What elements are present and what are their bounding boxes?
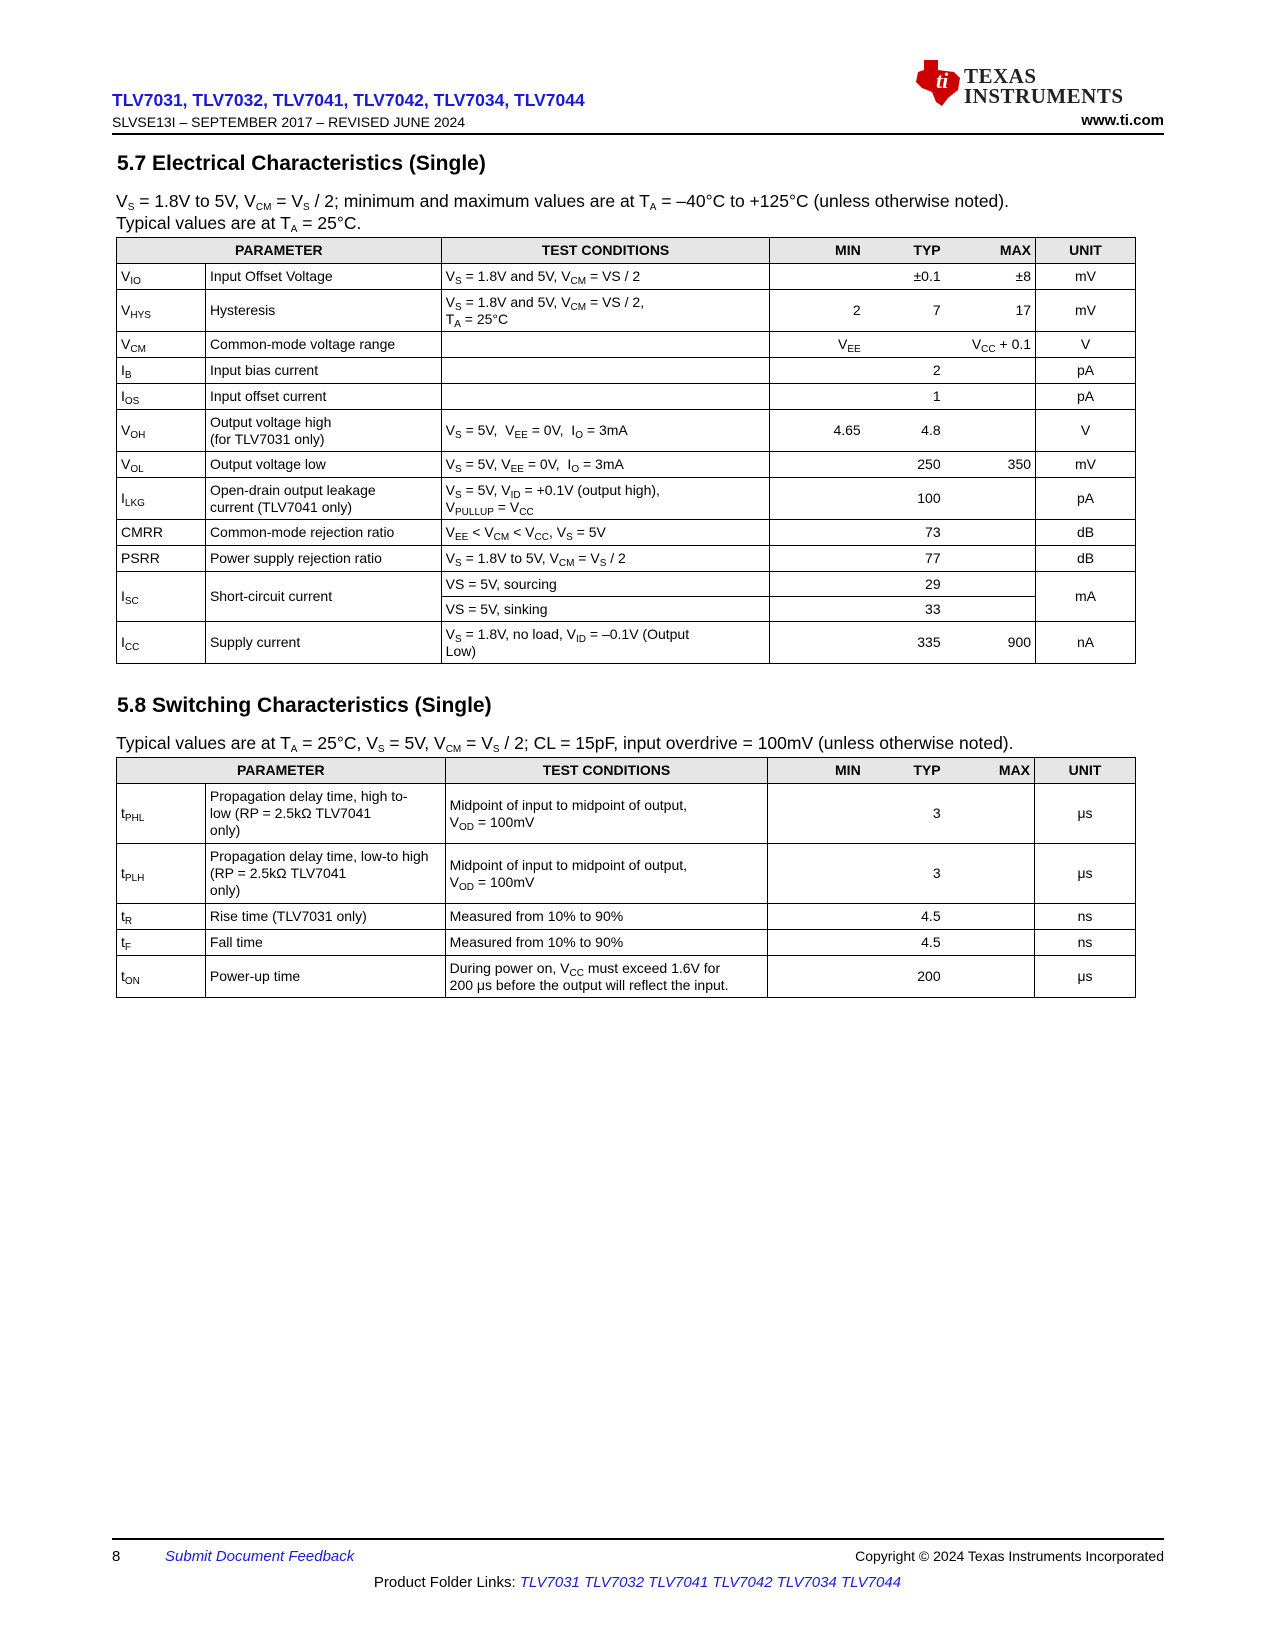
max-value — [945, 546, 1036, 572]
description — [205, 478, 441, 520]
switching-characteristics-table — [116, 757, 1136, 998]
min-value — [770, 358, 865, 384]
min-value — [770, 572, 865, 597]
symbol: $I_{CC}$ — [117, 622, 206, 664]
symbol: $V_{HYS}$ — [117, 290, 206, 332]
min-value — [770, 264, 865, 290]
document-title[interactable]: TLV7031, TLV7032, TLV7041, TLV7042, TLV7034, TLV7044 — [112, 90, 585, 110]
unit: mV — [1036, 290, 1136, 332]
symbol: $V_{OL}$ — [117, 452, 206, 478]
min-value — [770, 384, 865, 410]
col-header-test-conditions: TEST CONDITIONS — [441, 238, 770, 264]
test-condition: During power on, $V_{CC}$ must exceed 1.6V for 200 μs before the output will reflect the input. — [445, 956, 768, 998]
table-row — [117, 358, 1136, 384]
table-row — [117, 264, 1136, 290]
description-line: (for TLV7031 only) — [209, 430, 325, 447]
description: Input bias current — [205, 358, 441, 384]
max-value — [945, 784, 1035, 844]
col-header-parameter: PARAMETER — [117, 758, 446, 784]
table-row — [117, 546, 1136, 572]
product-link[interactable]: TLV7044 — [841, 1574, 902, 1591]
col-header-unit: UNIT — [1035, 758, 1136, 784]
product-link[interactable]: TLV7042 — [712, 1574, 773, 1591]
typ-value: 100 — [865, 478, 945, 520]
description-line: current (TLV7041 only) — [209, 498, 353, 515]
symbol: $I_{SC}$ — [117, 572, 206, 622]
min-value: 2 — [770, 290, 865, 332]
section-heading-electrical: 5.7 Electrical Characteristics (Single) — [117, 152, 486, 175]
max-value — [945, 930, 1035, 956]
symbol: $V_{OH}$ — [117, 410, 206, 452]
test-condition: Measured from 10% to 90% — [445, 904, 768, 930]
document-id: SLVSE13I – SEPTEMBER 2017 – REVISED JUNE 2024 — [112, 114, 466, 130]
col-header-typ: TYP — [865, 758, 945, 784]
table-row — [117, 572, 1136, 597]
section-intro-switching: Typical values are at $T_A = 25^\circ C$, $V_S = 5V$, $V_{CM} = V_S / 2$; CL = 15pF, input overdrive = 100mV (unless otherwise noted). — [116, 733, 1014, 755]
test-condition: VS = 5V, sourcing — [441, 572, 770, 597]
symbol: CMRR — [117, 520, 206, 546]
max-value — [945, 904, 1035, 930]
col-header-max: MAX — [945, 758, 1035, 784]
max-value: $V_{CC} + 0.1$ — [945, 332, 1036, 358]
ti-logo — [936, 58, 1167, 108]
symbol: $t_{ON}$ — [117, 956, 206, 998]
svg-text:ti: ti — [936, 68, 949, 93]
max-value: 900 — [945, 622, 1036, 664]
table-row — [117, 784, 1136, 844]
table-row — [117, 410, 1136, 452]
min-value — [770, 520, 865, 546]
max-value — [945, 520, 1036, 546]
page-number: 8 — [112, 1548, 121, 1565]
test-condition: $V_S = 5V$, $V_{ID} = +0.1V$ (output high), $V_{PULLUP} = V_{CC}$ — [441, 478, 770, 520]
condition-line: Midpoint of input to midpoint of output, — [449, 856, 688, 873]
min-value: $V_{EE}$ — [770, 332, 865, 358]
intro-text: Typical values are at T — [116, 733, 291, 753]
test-condition: $V_{EE} < V_{CM} < V_{CC}$, $V_S = 5V$ — [441, 520, 770, 546]
max-value — [945, 572, 1036, 597]
table-row — [117, 930, 1136, 956]
unit: mA — [1036, 572, 1136, 622]
symbol: $I_B$ — [117, 358, 206, 384]
test-condition: $V_S = 1.8V$, no load, $V_{ID} = -0.1V$ (Output Low) — [441, 622, 770, 664]
symbol: $t_R$ — [117, 904, 206, 930]
unit: mV — [1036, 452, 1136, 478]
website-link[interactable]: www.ti.com — [1081, 112, 1164, 129]
typ-value: 33 — [865, 597, 945, 622]
table-row — [117, 520, 1136, 546]
symbol: $t_{PLH}$ — [117, 844, 206, 904]
unit: ns — [1035, 930, 1136, 956]
typ-value: 4.5 — [865, 904, 945, 930]
unit: mV — [1036, 264, 1136, 290]
product-folder-links — [0, 1574, 1275, 1591]
unit: pA — [1036, 358, 1136, 384]
typ-value: 3 — [865, 784, 945, 844]
description-line: low (RP = 2.5kΩ TLV7041 — [209, 805, 372, 821]
unit: dB — [1036, 520, 1136, 546]
unit: μs — [1035, 844, 1136, 904]
col-header-min: MIN — [768, 758, 865, 784]
table-row — [117, 384, 1136, 410]
description-line: Propagation delay time, high to- — [209, 788, 408, 804]
unit: pA — [1036, 478, 1136, 520]
test-condition: $V_S = 5V$, $V_{EE} = 0V$, $I_O = 3mA$ — [441, 410, 770, 452]
unit: ns — [1035, 904, 1136, 930]
min-value — [768, 844, 865, 904]
description: Fall time — [205, 930, 445, 956]
table-row — [117, 452, 1136, 478]
min-value — [770, 452, 865, 478]
typ-value: 200 — [865, 956, 945, 998]
typ-value: 73 — [865, 520, 945, 546]
max-value: 17 — [945, 290, 1036, 332]
col-header-parameter: PARAMETER — [117, 238, 442, 264]
col-header-test-conditions: TEST CONDITIONS — [445, 758, 768, 784]
test-condition — [441, 332, 770, 358]
typ-value — [865, 332, 945, 358]
table-row — [117, 478, 1136, 520]
unit: V — [1036, 410, 1136, 452]
test-condition: Midpoint of input to midpoint of output, $V_{OD} = 100mV$ — [445, 844, 768, 904]
section-heading-switching: 5.8 Switching Characteristics (Single) — [117, 694, 492, 717]
max-value — [945, 410, 1036, 452]
logo-text-top: TEXAS — [964, 64, 1037, 88]
unit: μs — [1035, 956, 1136, 998]
description-line: only) — [209, 822, 241, 838]
product-link[interactable]: TLV7041 — [648, 1574, 709, 1591]
test-condition — [441, 358, 770, 384]
symbol: $I_{OS}$ — [117, 384, 206, 410]
description-line: Open-drain output leakage — [209, 481, 376, 498]
description — [205, 410, 441, 452]
texas-map-icon — [914, 58, 964, 108]
description: Input offset current — [205, 384, 441, 410]
unit: dB — [1036, 546, 1136, 572]
description-line: (RP = 2.5kΩ TLV7041 — [209, 865, 347, 881]
description-line: Propagation delay time, low-to high — [209, 848, 429, 864]
unit: pA — [1036, 384, 1136, 410]
typ-value: ±0.1 — [865, 264, 945, 290]
max-value — [945, 384, 1036, 410]
typ-value: 4.8 — [865, 410, 945, 452]
unit: V — [1036, 332, 1136, 358]
table-header-row — [117, 758, 1136, 784]
typ-value: 335 — [865, 622, 945, 664]
test-condition: $V_S = 5V$, $V_{EE} = 0V$, $I_O = 3mA$ — [441, 452, 770, 478]
description: Rise time (TLV7031 only) — [205, 904, 445, 930]
description: Short-circuit current — [205, 572, 441, 622]
col-header-unit: UNIT — [1036, 238, 1136, 264]
table-row — [117, 956, 1136, 998]
test-condition: Measured from 10% to 90% — [445, 930, 768, 956]
condition-line: 200 μs before the output will reflect the input. — [449, 976, 729, 993]
table-header-row — [117, 238, 1136, 264]
test-condition: $V_S = 1.8V$ and 5V, $V_{CM}$ = VS / 2, $T_A = 25^\circ C$ — [441, 290, 770, 332]
section-intro-electrical: $V_S = 1.8V$ to 5V, $V_{CM} = V_S / 2$; minimum and maximum values are at $T_A = -40^\circ C$ to +125°C (unless otherwise noted). Typical values are at $T_A = 25^\circ C$. — [116, 191, 1009, 235]
description-line: only) — [209, 882, 241, 898]
min-value — [768, 784, 865, 844]
table-row — [117, 332, 1136, 358]
typ-value: 3 — [865, 844, 945, 904]
symbol: $V_{CM}$ — [117, 332, 206, 358]
description — [205, 844, 445, 904]
header-rule — [112, 133, 1164, 135]
max-value — [945, 358, 1036, 384]
electrical-characteristics-table — [116, 237, 1136, 664]
typ-value: 2 — [865, 358, 945, 384]
typ-value: 29 — [865, 572, 945, 597]
typ-value: 77 — [865, 546, 945, 572]
copyright: Copyright © 2024 Texas Instruments Incorporated — [855, 1548, 1164, 1564]
max-value — [945, 478, 1036, 520]
test-condition: $V_S = 1.8V$ to 5V, $V_{CM} = V_S / 2$ — [441, 546, 770, 572]
table-row — [117, 904, 1136, 930]
symbol: $t_{PHL}$ — [117, 784, 206, 844]
logo-text-bottom: INSTRUMENTS — [964, 84, 1124, 108]
product-link[interactable]: TLV7031 — [519, 1574, 580, 1591]
min-value: 4.65 — [770, 410, 865, 452]
test-condition: $V_S = 1.8V$ and 5V, $V_{CM}$ = VS / 2 — [441, 264, 770, 290]
description: Common-mode rejection ratio — [205, 520, 441, 546]
test-condition: VS = 5V, sinking — [441, 597, 770, 622]
typ-value: 1 — [865, 384, 945, 410]
unit: μs — [1035, 784, 1136, 844]
description-line: Output voltage high — [209, 413, 332, 430]
max-value: ±8 — [945, 264, 1036, 290]
typ-value: 250 — [865, 452, 945, 478]
intro-text: = 1.8V to 5V, V — [139, 191, 256, 211]
col-header-min: MIN — [770, 238, 865, 264]
description: Power supply rejection ratio — [205, 546, 441, 572]
description: Power-up time — [205, 956, 445, 998]
test-condition: Midpoint of input to midpoint of output, $V_{OD} = 100mV$ — [445, 784, 768, 844]
description: Supply current — [205, 622, 441, 664]
min-value — [770, 622, 865, 664]
description: Hysteresis — [205, 290, 441, 332]
table-row — [117, 844, 1136, 904]
unit: nA — [1036, 622, 1136, 664]
min-value — [768, 904, 865, 930]
min-value — [768, 930, 865, 956]
description: Input Offset Voltage — [205, 264, 441, 290]
col-header-max: MAX — [945, 238, 1036, 264]
table-row — [117, 290, 1136, 332]
min-value — [770, 546, 865, 572]
links-label: Product Folder Links: — [373, 1574, 516, 1591]
max-value — [945, 844, 1035, 904]
min-value — [768, 956, 865, 998]
min-value — [770, 597, 865, 622]
symbol: PSRR — [117, 546, 206, 572]
max-value — [945, 597, 1036, 622]
footer-rule — [112, 1538, 1164, 1540]
product-link[interactable]: TLV7032 — [584, 1574, 645, 1591]
description: Output voltage low — [205, 452, 441, 478]
typ-value: 4.5 — [865, 930, 945, 956]
min-value — [770, 478, 865, 520]
condition-line: Midpoint of input to midpoint of output, — [449, 796, 688, 813]
intro-text-2: Typical values are at T — [116, 213, 291, 233]
symbol: $t_F$ — [117, 930, 206, 956]
description — [205, 784, 445, 844]
max-value — [945, 956, 1035, 998]
product-link[interactable]: TLV7034 — [776, 1574, 837, 1591]
col-header-typ: TYP — [865, 238, 945, 264]
submit-feedback-link[interactable]: Submit Document Feedback — [165, 1548, 355, 1565]
description: Common-mode voltage range — [205, 332, 441, 358]
typ-value: 7 — [865, 290, 945, 332]
test-condition — [441, 384, 770, 410]
symbol: $I_{LKG}$ — [117, 478, 206, 520]
max-value: 350 — [945, 452, 1036, 478]
table-row — [117, 622, 1136, 664]
symbol: $V_{IO}$ — [117, 264, 206, 290]
